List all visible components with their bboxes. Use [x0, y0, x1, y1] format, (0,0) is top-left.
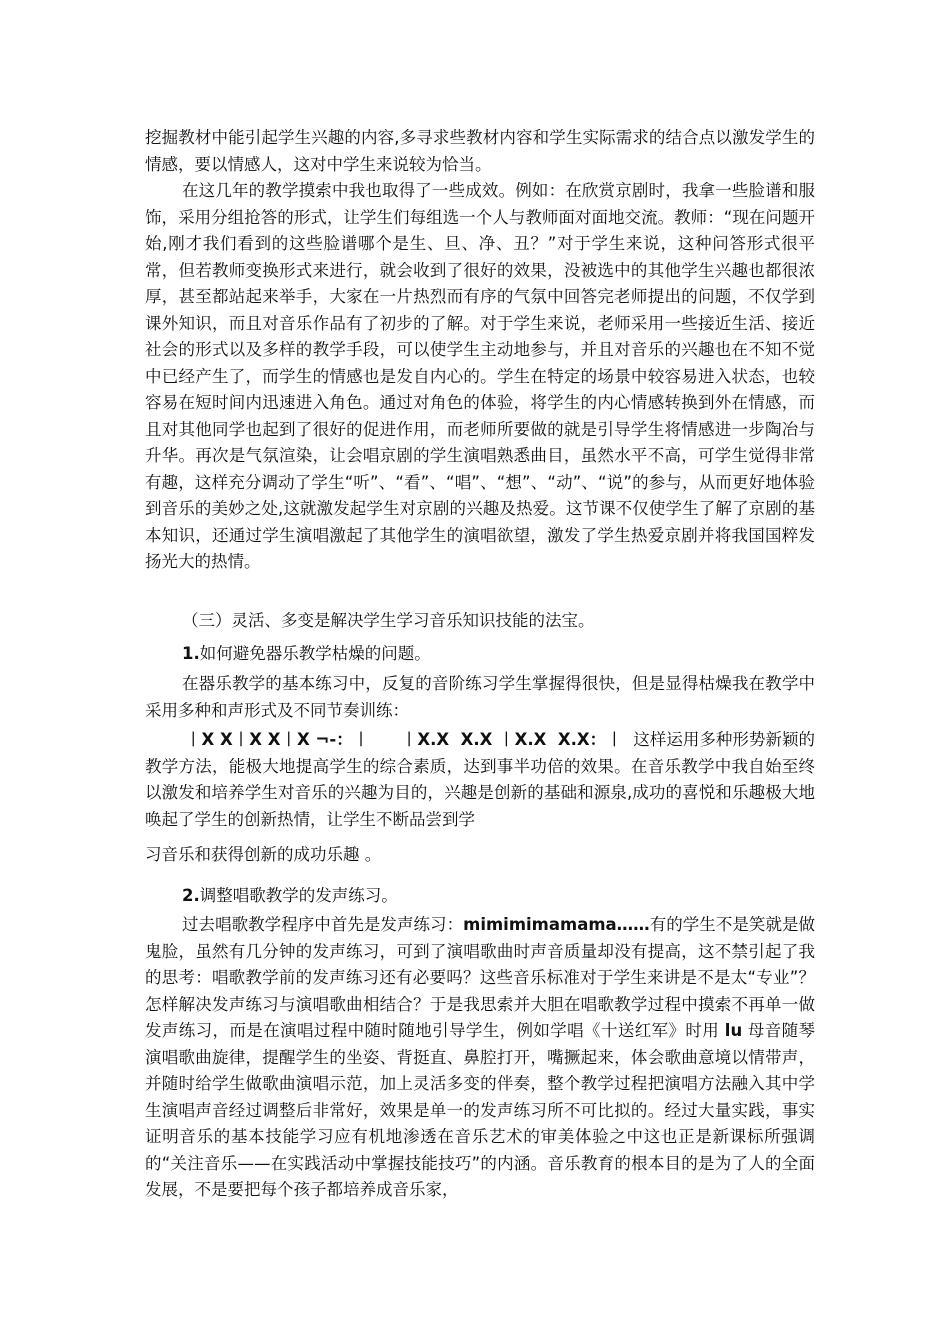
subheading-2-text: 调整唱歌教学的发声练习。 [199, 886, 398, 905]
rhythm-notation-2: ︱X.X X.X ︱X.X X.X：︱ [400, 730, 623, 749]
vocal-syllables: mimimimamama…… [463, 915, 650, 934]
vowel-lu: lu [724, 1021, 743, 1040]
paragraph-instrument-practice: 在器乐教学的基本练习中，反复的音阶练习学生掌握得很快，但是显得枯燥我在教学中采用多种和声形式及不同节奏训练： [145, 674, 815, 720]
paragraph-peking-opera-example: 在这几年的教学摸索中我也取得了一些成效。例如：在欣赏京剧时，我拿一些脸谱和服饰，采用分组抢答的形式，让学生们每组选一个人与教师面对面地交流。教师：“现在问题开始,刚才我们看到的这些脸谱哪个是生、旦、净、丑？”对于学生来说，这种问答形式很平常，但若教师变换形式来进行，就会收到了很好的效果，没被选中的其他学生兴趣也都很浓厚，甚至都站起来举手，大家在一片热烈而有序的气氛中回答完老师提出的问题，不仅学到课外知识，而且对音乐作品有了初步的了解。对于学生来说，老师采用一些接近生活、接近社会的形式以及多样的教学手段，可以使学生主动地参与，并且对音乐的兴趣也在不知不觉中已经产生了，而学生的情感也是发自内心的。学生在特定的场景中较容易进入状态，也较容易在短时间内迅速进入角色。通过对角色的体验，将学生的内心情感转换到外在情感，而且对其他同学也起到了很好的促进作用，而老师所要做的就是引导学生将情感进一步陶冶与升华。再次是气氛渲染，让会唱京剧的学生演唱熟悉曲目，虽然水平不高，可学生觉得非常有趣，这样充分调动了学生“听”、“看”、“唱”、“想”、“动”、“说”的参与，从而更好地体验到音乐的美妙之处,这就激发起学生对京剧的兴趣及热爱。这节课不仅使学生了解了京剧的基本知识，还通过学生演唱激起了其他学生的演唱欲望，激发了学生热爱京剧并将我国国粹发扬光大的热情。 [145, 181, 815, 571]
subheading-1-text: 如何避免器乐教学枯燥的问题。 [199, 644, 431, 663]
paragraph-rhythm-methods [145, 727, 815, 833]
vocal-practice-text-c: 母音随琴演唱歌曲旋律，提醒学生的坐姿、背挺直、鼻腔打开，嘴撅起来，体会歌曲意境以情带声，并随时给学生做歌曲演唱示范，加上灵活多变的伴奏，整个教学过程把演唱方法融入其中学生演唱声音经过调整后非常好，效果是单一的发声练习所不可比拟的。经过大量实践，事实证明音乐的基本技能学习应有机地渗透在音乐艺术的审美体验之中这也正是新课标所强调的“关注音乐——在实践活动中掌握技能技巧”的内涵。音乐教育的根本目的是为了人的全面发展，不是要把每个孩子都培养成音乐家， [145, 1021, 815, 1199]
section-heading-3: （三）灵活、多变是解决学生学习音乐知识技能的法宝。 [182, 611, 595, 630]
rhythm-notation-1: ︱X X︱X X︱X ¬-：︱ [185, 730, 370, 749]
subheading-2 [145, 883, 815, 910]
subheading-1-number: 1. [182, 644, 200, 663]
paragraph-rhythm-methods-last-line: 习音乐和获得创新的成功乐趣 。 [145, 845, 382, 864]
subheading-1 [145, 641, 815, 668]
paragraph-vocal-practice [145, 912, 815, 1204]
vocal-practice-text-b: 有的学生不是笑就是做鬼脸，虽然有几分钟的发声练习，可到了演唱歌曲时声音质量却没有提高，这不禁引起了我的思考：唱歌教学前的发声练习还有必要吗？这些音乐标准对于学生来讲是不是太“专业”？怎样解决发声练习与演唱歌曲相结合？于是我思索并大胆在唱歌教学过程中摸索不再单一做发声练习，而是在演唱过程中随时随地引导学生，例如学唱《十送红军》时用 [145, 915, 816, 1040]
subheading-2-number: 2. [182, 886, 200, 905]
paragraph-intro: 挖掘教材中能引起学生兴趣的内容,多寻求些教材内容和学生实际需求的结合点以激发学生的情感，要以情感人，这对中学生来说较为恰当。 [145, 128, 815, 174]
paragraph-rhythm-methods-text: 这样运用多种形势新颖的教学方法，能极大地提高学生的综合素质，达到事半功倍的效果。在音乐教学中我自始至终以激发和培养学生对音乐的兴趣为目的，兴趣是创新的基础和源泉,成功的喜悦和乐趣极大地唤起了学生的创新热情，让学生不断品尝到学 [145, 730, 816, 829]
vocal-practice-text-a: 过去唱歌教学程序中首先是发声练习： [182, 915, 464, 934]
